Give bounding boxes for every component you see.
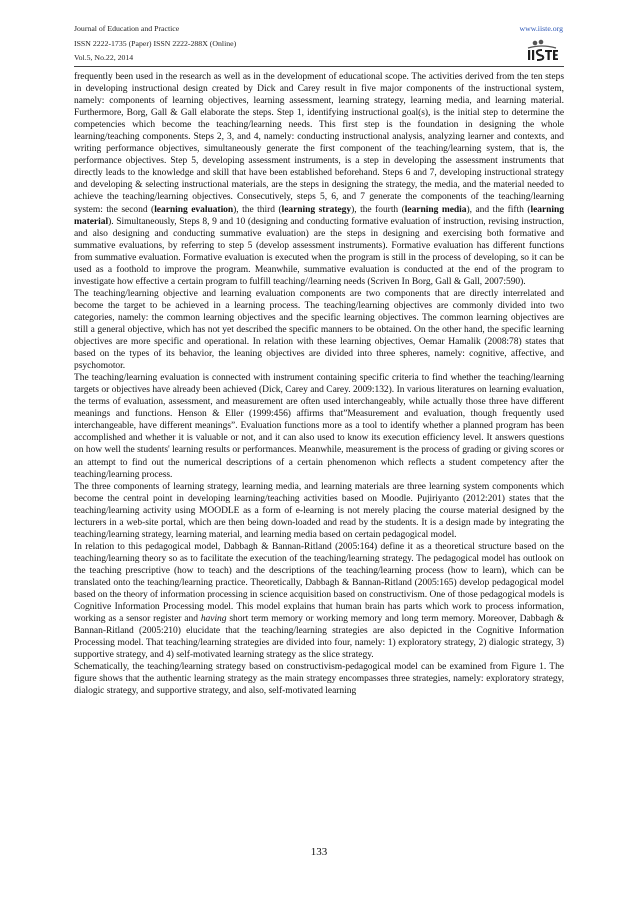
bold-text: learning material — [74, 204, 564, 227]
paragraph — [74, 288, 564, 372]
text-run: ). Simultaneously, Steps 8, 9 and 10 (designing and conducting formative evaluation of instruction, revising instruction, and also designing and conducting summative evaluation) are the steps in designing and exercising both formative and summative evaluations, by referring to step 5 (develop assessment instruments). Formative evaluation has different functions from summative evaluation. Formative evaluation is executed when the program is still in the process of developing, so it can be used as a foothold to improve the program. Meanwhile, summative evaluation is conducted at the end of the program to investigate how effective a certain program to fulfill teaching//learning needs (Scriven In Borg, Gall & Gall, 2007:590). — [74, 216, 564, 287]
journal-title: Journal of Education and Practice — [74, 24, 180, 33]
text-run: Schematically, the teaching/learning strategy based on constructivism-pedagogical model can be examined from Figure 1. The figure shows that the authentic learning strategy as the main strategy encompasses three strategies, namely: exploratory strategy, dialogic strategy, and supportive strategy, and also, self-motivated learning — [74, 662, 564, 697]
paragraph — [74, 71, 564, 288]
journal-volume: Vol.5, No.22, 2014 — [74, 53, 134, 62]
paragraph — [74, 541, 564, 661]
header-rule — [74, 66, 564, 67]
paragraph — [74, 481, 564, 541]
bold-text: learning strategy — [281, 204, 352, 215]
paragraph — [74, 372, 564, 480]
journal-issn: ISSN 2222-1735 (Paper) ISSN 2222-288X (Online) — [74, 38, 237, 48]
paragraph — [74, 661, 564, 697]
text-run: short term memory or working memory and long term memory. Moreover, Dabbagh & Bannan-Ritland (2005:210) elucidate that the teaching/learning strategies are also depicted in the Cognitive Information Processing model. That teaching/learning strategies are divided into four, namely: 1) exploratory strategy, 2) dialogic strategy, 3) supportive strategy, and 4) self-motivated learning strategy as the slice strategy. — [74, 614, 565, 661]
body-text — [74, 71, 564, 697]
bold-text: learning evaluation — [154, 204, 234, 215]
text-run: ), the third ( — [233, 204, 282, 215]
text-run: frequently been used in the research as well as in the development of educational scope. The activities derived from the ten steps in developing instructional design created by Dick and Carey result in five major components of the instructional system, namely: components of learning objectives, learning assessment, learning strategy, learning media, and learning material. Furthermore, Borg, Gall & Gall elaborate the steps. Step 1, identifying instructional goal(s), is the initial step to determine the competencies which become the teaching/learning needs. This first step is the foundation in designing the whole learning/teaching components. Steps 2, 3, and 4, namely: conducting instructional analysis, analyzing learner and contexts, and writing performance objectives, simultaneously generate the first component of the teaching/learning system, that is, the performance objectives. Step 5, developing assessment instruments, is a step in developing the assessment instruments that directly leads to the knowledge and skill that have been established beforehand. Steps 6 and 7, developing instructional strategy and developing & selecting instructional materials, are the steps in designing the strategy, the media, and the material needed to achieve the teaching/learning objectives. Consecutively, steps 5, 6, and 7 generate the components of the teaching/learning system: the second ( — [74, 72, 564, 215]
bold-text: learning media — [404, 204, 467, 215]
text-run: ), the fourth ( — [351, 204, 405, 215]
text-run: The three components of learning strategy, learning media, and learning materials are three learning system components which become the central point in developing learning/teaching activities based on Moodle. Pujiriyanto (2012:201) states that the teaching/learning activity using MOODLE as a form of e-learning is not merely placing the course material designed by the lecturers in a web-site portal, which are then being down-loaded and read by the students. It is a design made by integrating the teaching/learning strategy, learning material, and learning media based on certain pedagogical model. — [74, 481, 564, 540]
journal-url-link[interactable]: www.iiste.org — [519, 24, 563, 33]
text-run: The teaching/learning evaluation is connected with instrument containing specific criteria to find whether the teaching/learning targets or objectives have already been achieved (Dick, Carey and Carey. 2009:132). In various literatures on learning evaluation, the terms of evaluation, assessment, and measurement are often used interchangeably, while actually those three have different meanings and functions. Henson & Eller (1999:456) affirms that”Measurement and evaluation, though frequently used interchangeable, have different meanings”. Evaluation functions more as a tool to identify whether a planned program has been accomplished and whether it is valuable or not, and it can also used to know its execution efficiency level. It answers questions on how well the students' learning results or performances. Meanwhile, measurement is the process of grading or giving scores or an attempt to find out the numerical descriptions of a certain phenomenon which reflects a student competency after the teaching/learning process. — [74, 373, 564, 480]
text-run: In relation to this pedagogical model, Dabbagh & Bannan-Ritland (2005:164) define it as a theoretical structure based on the teaching/learning theory so as to facilitate the execution of the teaching/learning strategy. The pedagogical model has outlook on the teaching prescriptive (how to teach) and the descriptions of the teaching/learning process (how to learn), which can be translated onto the teaching/learning practice. Theoretically, Dabbagh & Bannan-Ritland (2005:165) develop pedagogical model based on the theory of information processing in science acquisition based on constructivism. One of those pedagogical models is Cognitive Information Processing model. This model explains that human brain has parts which work to process information, working as a sensor register and — [74, 541, 564, 625]
italic-text: having — [200, 614, 227, 625]
iiste-logo-icon — [524, 37, 560, 67]
journal-info — [74, 22, 570, 66]
text-run: The teaching/learning objective and learning evaluation components are two components that are directly interrelated and become the target to be achieved in a learning process. The teaching/learning objectives are commonly divided into two categories, namely: the common learning objectives and the specific learning objectives. The common learning objectives are still a general objective, which has not yet described the specific manners to be obtained. On the other hand, the specific learning objectives are more specific and operational. In relation with these learning objectives, Oemar Hamalik (2008:78) states that based on the types of its behavior, the leaning objectives are divided into three spheres, namely: cognitive, affective, and psychomotor. — [74, 288, 564, 372]
text-run: ), and the fifth ( — [466, 204, 531, 215]
page-number: 133 — [310, 846, 328, 858]
